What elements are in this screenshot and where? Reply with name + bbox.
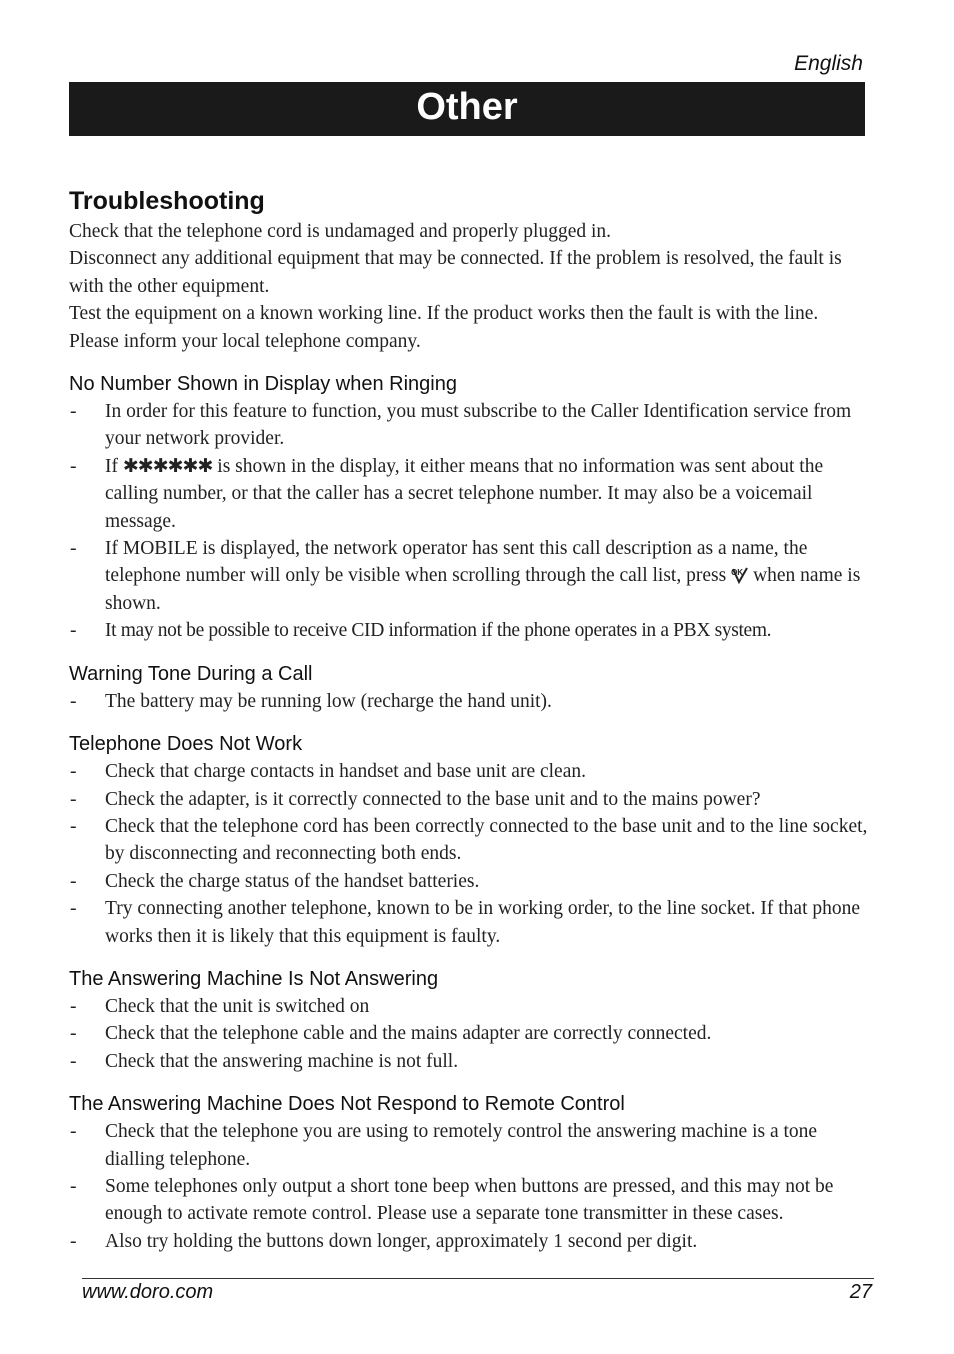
dash-marker: - <box>70 815 77 837</box>
section-heading: Telephone Does Not Work <box>69 733 303 756</box>
dash-marker: - <box>70 1121 77 1143</box>
asterisks-symbol: ✱✱✱✱✱✱ <box>122 454 213 477</box>
section-heading: The Answering Machine Is Not Answering <box>69 967 439 990</box>
bullet-list <box>69 993 869 1075</box>
list-item: - Check that the telephone cable and the mains adapter are correctly connected. <box>69 1020 869 1047</box>
troubleshooting-paragraph: Test the equipment on a known working line. If the product works then the fault is with the line. Please inform your local telephone company. <box>69 303 819 352</box>
dash-marker: - <box>70 1230 77 1252</box>
list-item: - Also try holding the buttons down longer, approximately 1 second per digit. <box>69 1228 869 1255</box>
list-item: - Check the adapter, is it correctly connected to the base unit and to the mains power? <box>69 786 869 813</box>
footer-website: www.doro.com <box>82 1281 214 1303</box>
language-label: English <box>794 52 863 75</box>
dash-marker: - <box>70 455 77 477</box>
list-item: - In order for this feature to function, you must subscribe to the Caller Identification service from your network provider. <box>69 398 869 453</box>
dash-marker: - <box>70 690 77 712</box>
bullet-list <box>69 688 869 715</box>
page-title-banner: Other <box>69 82 865 136</box>
troubleshooting-paragraph: Check that the telephone cord is undamaged and properly plugged in. <box>69 221 612 242</box>
dash-marker: - <box>70 898 77 920</box>
dash-marker: - <box>70 995 77 1017</box>
page-number: 27 <box>849 1281 872 1303</box>
section-heading: No Number Shown in Display when Ringing <box>69 373 457 396</box>
list-item: - Some telephones only output a short tone beep when buttons are pressed, and this may not be enough to activate remote control. Please use a separate tone transmitter in these cases. <box>69 1173 869 1228</box>
dash-marker: - <box>70 761 77 783</box>
troubleshooting-heading: Troubleshooting <box>69 187 265 215</box>
list-item: - If MOBILE is displayed, the network operator has sent this call description as a name, the telephone number will only be visible when scrolling through the call list, press OK when name is shown. <box>69 535 869 617</box>
dash-marker: - <box>70 538 77 560</box>
list-item: - It may not be possible to receive CID information if the phone operates in a PBX system. <box>69 617 869 644</box>
bullet-list <box>69 758 869 950</box>
dash-marker: - <box>70 870 77 892</box>
bullet-list <box>69 1118 869 1255</box>
list-item: - Check that the unit is switched on <box>69 993 869 1020</box>
list-item: - Check that the telephone you are using to remotely control the answering machine is a tone dialling telephone. <box>69 1118 869 1173</box>
list-item: - The battery may be running low (recharge the hand unit). <box>69 688 869 715</box>
list-item: - Check that charge contacts in handset and base unit are clean. <box>69 758 869 785</box>
dash-marker: - <box>70 1023 77 1045</box>
troubleshooting-paragraph: Disconnect any additional equipment that may be connected. If the problem is resolved, the fault is with the other equipment. <box>69 248 842 297</box>
section-heading: Warning Tone During a Call <box>69 662 313 685</box>
dash-marker: - <box>70 788 77 810</box>
list-item: - Check that the telephone cord has been correctly connected to the base unit and to the line socket, by disconnecting and reconnecting both ends. <box>69 813 869 868</box>
list-item: - Try connecting another telephone, known to be in working order, to the line socket. If that phone works then it is likely that this equipment is faulty. <box>69 895 869 950</box>
list-item: - Check that the answering machine is not full. <box>69 1048 869 1075</box>
list-item: - Check the charge status of the handset batteries. <box>69 868 869 895</box>
footer-divider <box>82 1278 874 1279</box>
dash-marker: - <box>70 620 77 642</box>
section-heading: The Answering Machine Does Not Respond to Remote Control <box>69 1093 625 1116</box>
bullet-list <box>69 398 869 645</box>
dash-marker: - <box>70 401 77 423</box>
dash-marker: - <box>70 1175 77 1197</box>
dash-marker: - <box>70 1050 77 1072</box>
list-item: - If ✱✱✱✱✱✱ is shown in the display, it either means that no information was sent about the calling number, or that the caller has a secret telephone number. It may also be a voicemail message. <box>70 454 824 532</box>
main-content <box>69 184 869 1255</box>
ok-check-icon: OK <box>731 564 753 584</box>
